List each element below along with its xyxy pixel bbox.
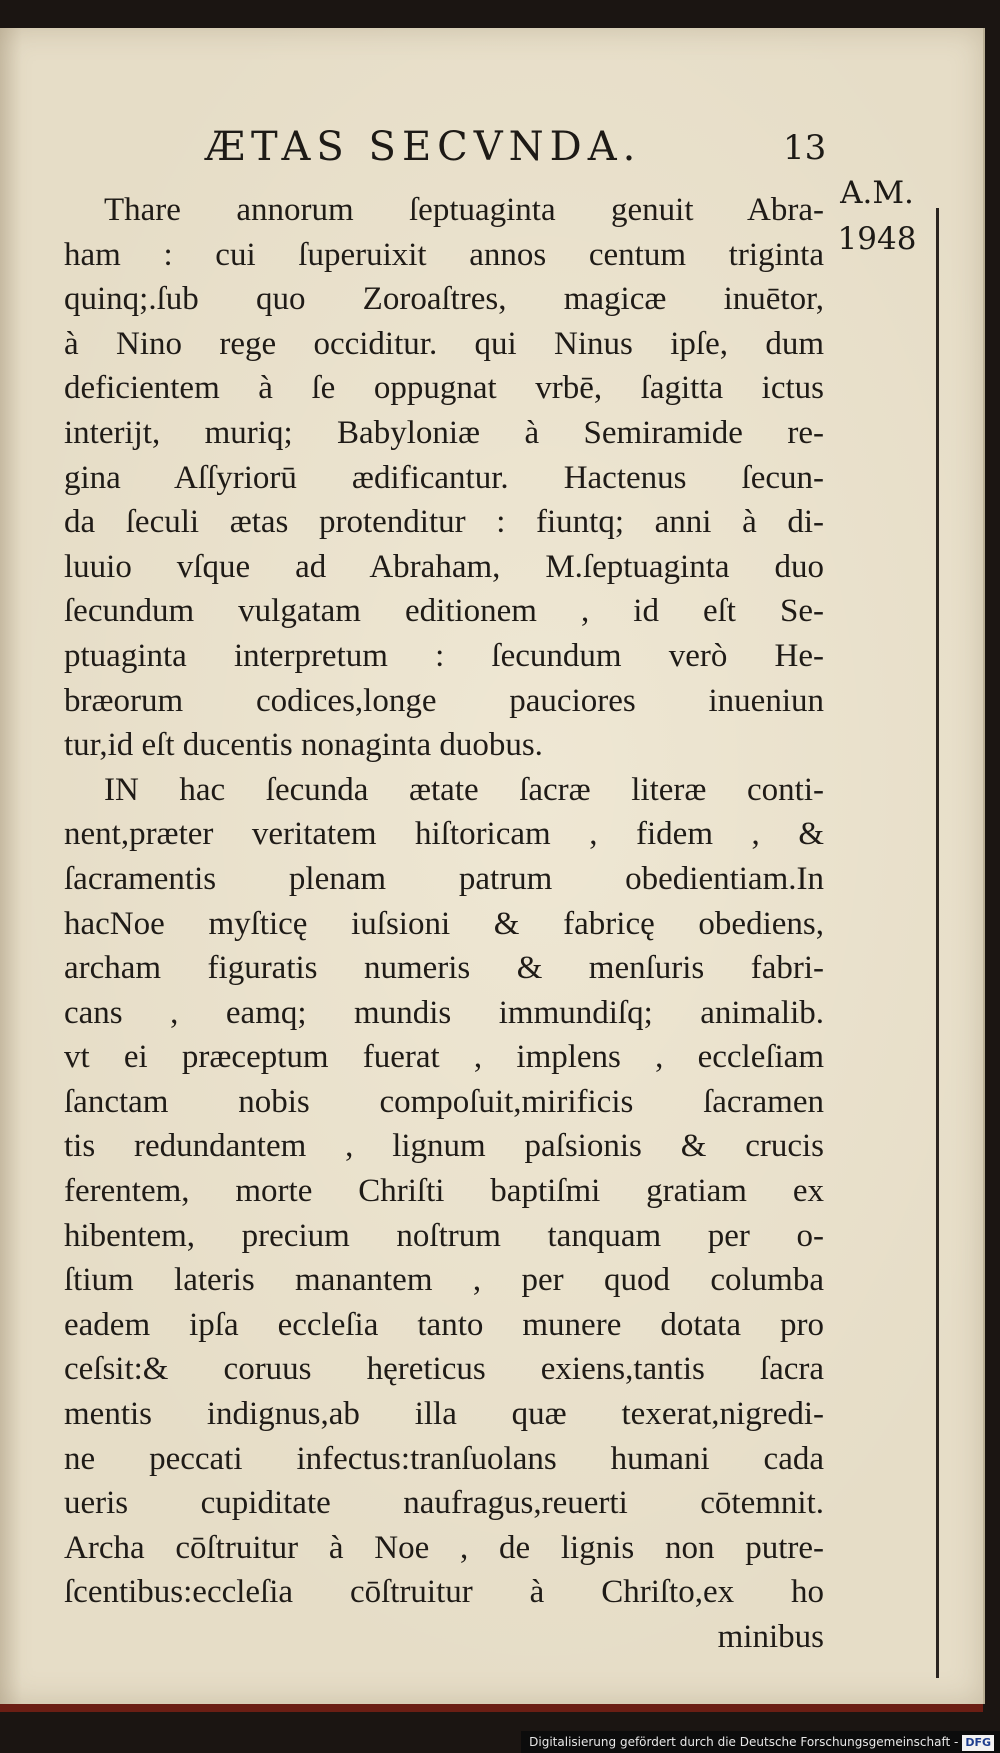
text-line: ueris cupiditate naufragus,reuerti cōtemnit.	[64, 1485, 824, 1522]
text-line: archam figuratis numeris & menſuris fabri-	[64, 950, 824, 987]
credit-text: Digitalisierung gefördert durch die Deutsche Forschungsgemeinschaft -	[529, 1735, 959, 1749]
page-number: 13	[783, 128, 827, 168]
margin-note-year: 1948	[837, 221, 917, 257]
text-line: tur,id eſt ducentis nonaginta duobus.	[64, 727, 543, 764]
dfg-logo-icon: DFG	[962, 1735, 994, 1751]
body-text	[64, 188, 824, 1660]
text-line: ne peccati infectus:tranſuolans humani cada	[64, 1440, 824, 1477]
text-line: deficientem à ſe oppugnat vrbē, ſagitta ictus	[64, 370, 824, 407]
page-edge	[0, 1704, 983, 1712]
text-line: cans , eamq; mundis immundiſq; animalib.	[64, 994, 824, 1031]
text-line: eadem ipſa eccleſia tanto munere dotata pro	[64, 1306, 824, 1343]
text-line: IN hac ſecunda ætate ſacræ literæ conti-	[104, 771, 824, 808]
text-line: ptuaginta interpretum : ſecundum verò He-	[64, 637, 824, 674]
text-line: ſanctam nobis compoſuit,mirificis ſacramen	[64, 1083, 824, 1120]
text-line: Archa cōſtruitur à Noe , de lignis non putre-	[64, 1529, 824, 1566]
text-line: mentis indignus,ab illa quæ texerat,nigredi-	[64, 1396, 824, 1433]
text-line: Thare annorum ſeptuaginta genuit Abra-	[104, 192, 824, 228]
text-line: ferentem, morte Chriſti baptiſmi gratiam ex	[64, 1173, 824, 1210]
text-line: hacNoe myſticę iuſsioni & fabricę obediens,	[64, 905, 824, 942]
margin-rule	[936, 208, 939, 1678]
text-line: interijt, muriq; Babyloniæ à Semiramide re-	[64, 414, 824, 451]
text-line: gina Aſſyriorū ædificantur. Hactenus ſecun-	[64, 459, 824, 496]
text-line: tis redundantem , lignum paſsionis & crucis	[64, 1128, 824, 1165]
text-line: ſcentibus:eccleſia cōſtruitur à Chriſto,ex ho	[64, 1574, 824, 1611]
text-line: da ſeculi ætas protenditur : fiuntq; anni à di-	[64, 504, 824, 541]
text-line: ſecundum vulgatam editionem , id eſt Se-	[64, 593, 824, 630]
text-line: ham : cui ſuperuixit annos centum triginta	[64, 236, 824, 273]
text-line: ſacramentis plenam patrum obedientiam.In	[64, 860, 824, 897]
text-line: bræorum codices,longe pauciores inueniun	[64, 682, 824, 719]
running-head: ÆTAS SECVNDA.	[205, 124, 642, 170]
text-line: quinq;.ſub quo Zoroaſtres, magicæ inuētor,	[64, 281, 824, 318]
margin-note-label: A.M.	[840, 175, 914, 211]
text-line: ſtium lateris manantem , per quod columba	[64, 1262, 824, 1299]
text-line: vt ei præceptum fuerat , implens , eccleſiam	[64, 1039, 824, 1076]
book-page	[0, 28, 985, 1704]
text-line: nent,præter veritatem hiſtoricam , fidem , &	[64, 816, 824, 853]
text-line: hibentem, precium noſtrum tanquam per o-	[64, 1217, 824, 1254]
text-line: ceſsit:& coruus hęreticus exiens,tantis ſacra	[64, 1351, 824, 1388]
margin-note-anno-mundi	[822, 170, 932, 262]
text-line: luuio vſque ad Abraham, M.ſeptuaginta duo	[64, 548, 824, 585]
text-line: à Nino rege occiditur. qui Ninus ipſe, dum	[64, 325, 824, 362]
digitization-credit	[521, 1731, 1000, 1753]
catchword: minibus	[717, 1619, 824, 1655]
